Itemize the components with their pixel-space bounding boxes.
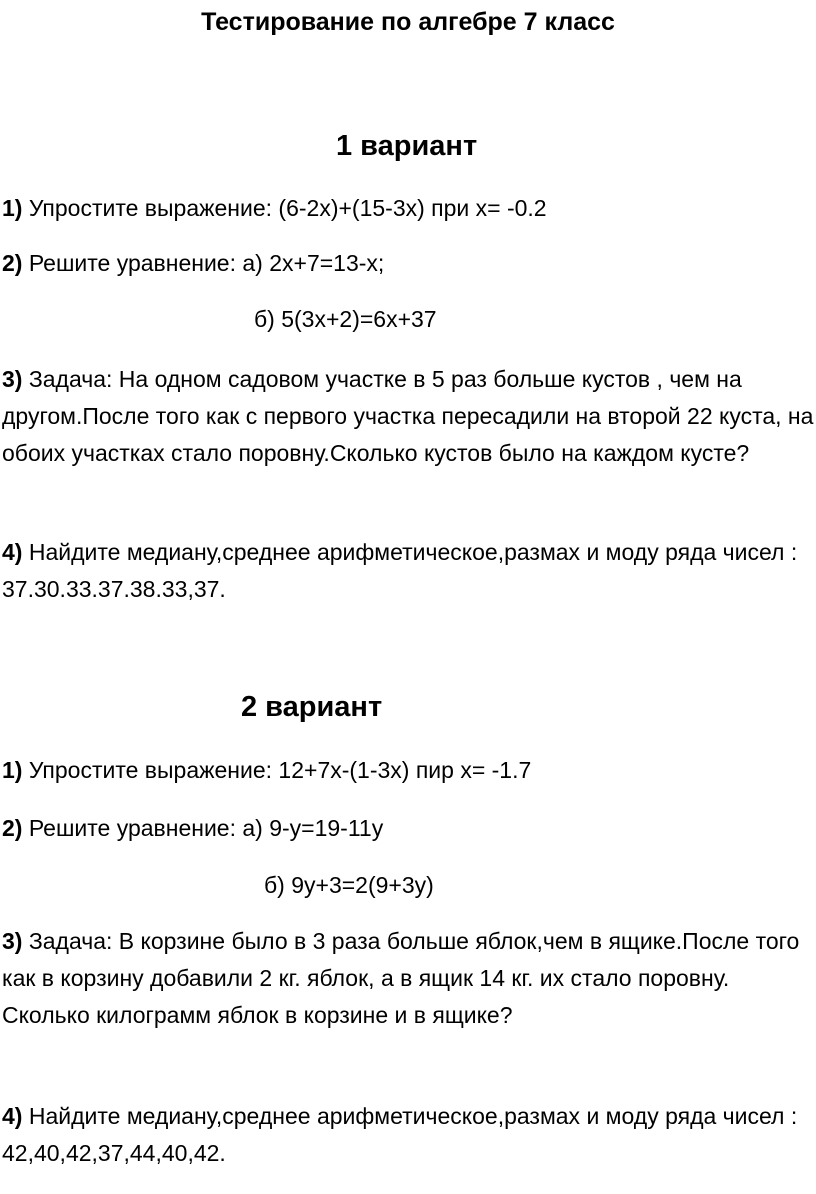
- variant-2-heading: 2 вариант: [241, 691, 383, 723]
- variant-2-question-4: [2, 1098, 814, 1172]
- variant-1-heading: 1 вариант: [336, 130, 478, 162]
- question-number: 2): [2, 815, 23, 841]
- variant-1-question-3: [2, 361, 814, 472]
- question-text: Найдите медиану,среднее арифметическое,размах и моду ряда чисел : 37.30.33.37.38.33,37.: [2, 539, 798, 602]
- variant-1-question-2b: б) 5(3х+2)=6х+37: [254, 306, 437, 332]
- variant-1-question-1: [2, 190, 547, 226]
- question-number: 3): [2, 366, 23, 392]
- question-text: Задача: В корзине было в 3 раза больше яблок,чем в ящике.После того как в корзину добавили 2 кг. яблок, а в ящик 14 кг. их стало поровну. Сколько килограмм яблок в корзине и в ящике?: [2, 928, 800, 1028]
- question-number: 3): [2, 928, 23, 954]
- question-text: Упростите выражение: 12+7х-(1-3х) пир х= -1.7: [22, 757, 532, 783]
- variant-2-question-2: [2, 810, 383, 846]
- question-text: Задача: На одном садовом участке в 5 раз больше кустов , чем на другом.После того как с первого участка пересадили на второй 22 куста, на обоих участках стало поровну.Сколько кустов было на каждом кусте?: [2, 366, 814, 466]
- question-number: 4): [2, 1103, 23, 1129]
- question-number: 2): [2, 250, 23, 276]
- question-number: 4): [2, 539, 23, 565]
- variant-2-question-2b: б) 9у+3=2(9+3у): [264, 872, 434, 898]
- variant-1-question-2: [2, 245, 384, 281]
- question-text: Упростите выражение: (6-2х)+(15-3х) при х= -0.2: [22, 195, 547, 221]
- question-text: Решите уравнение: а) 2х+7=13-х;: [22, 250, 385, 276]
- document-title: Тестирование по алгебре 7 класс: [201, 8, 615, 36]
- variant-2-question-1: [2, 752, 531, 788]
- question-number: 1): [2, 195, 23, 221]
- variant-2-question-3: [2, 923, 814, 1034]
- question-text: Решите уравнение: а) 9-у=19-11у: [22, 815, 384, 841]
- question-number: 1): [2, 757, 23, 783]
- question-text: Найдите медиану,среднее арифметическое,размах и моду ряда чисел : 42,40,42,37,44,40,42.: [2, 1103, 798, 1166]
- variant-1-question-4: [2, 534, 814, 608]
